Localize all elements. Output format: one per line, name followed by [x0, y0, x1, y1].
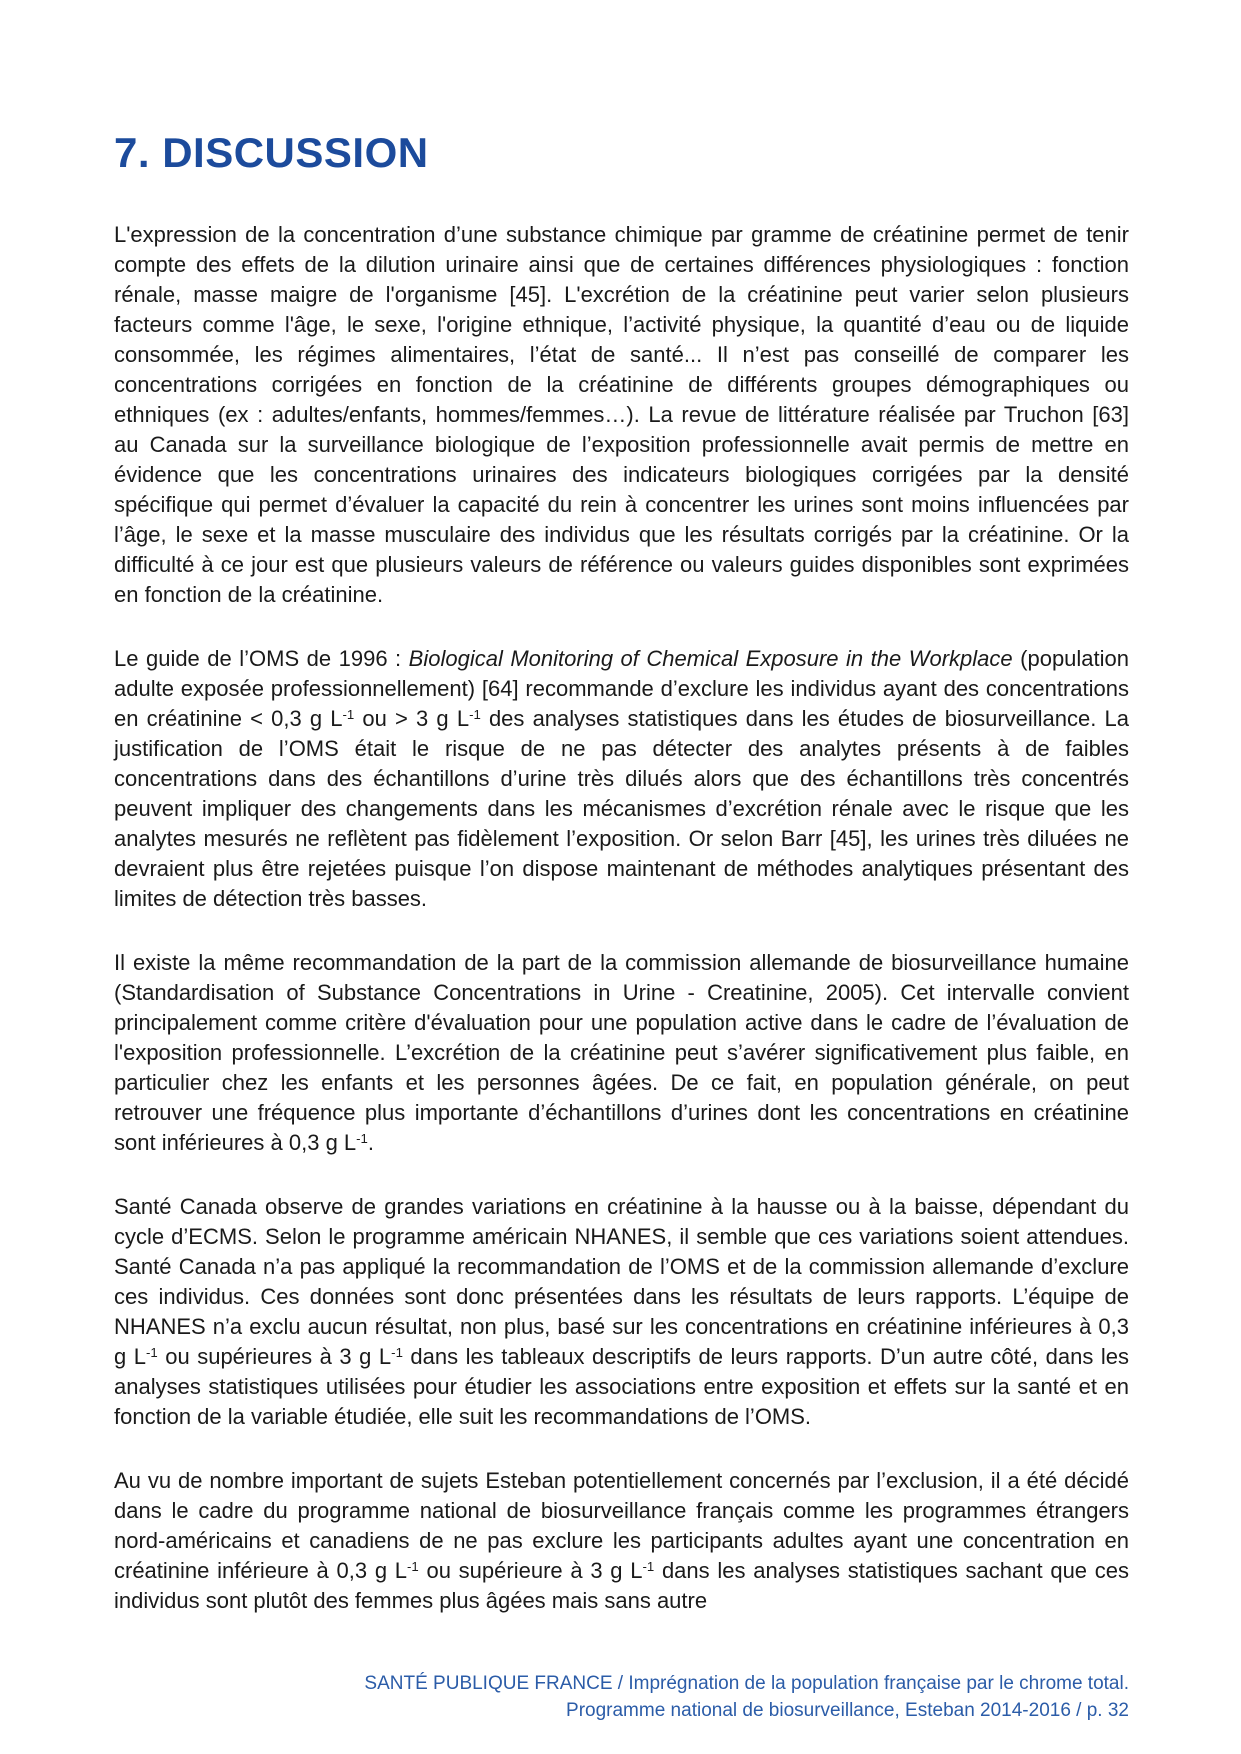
- paragraph-creatinine-expression: L'expression de la concentration d’une substance chimique par gramme de créatinine permet de tenir compte des effets de la dilution urinaire ainsi que de certaines différences physiologiques : fonction rénale, masse maigre de l'organisme [45]. L'excrétion de la créatinine peut varier selon plusieurs facteurs comme l'âge, le sexe, l'origine ethnique, l’activité physique, la quantité d’eau ou de liquide consommée, les régimes alimentaires, l’état de santé... Il n’est pas conseillé de comparer les concentrations corrigées en fonction de la créatinine de différents groupes démographiques ou ethniques (ex : adultes/enfants, hommes/femmes…). La revue de littérature réalisée par Truchon [63] au Canada sur la surveillance biologique de l’exposition professionnelle avait permis de mettre en évidence que les concentrations urinaires des indicateurs biologiques corrigées par la densité spécifique qui permet d’évaluer la capacité du rein à concentrer les urines sont moins influencées par l’âge, le sexe et la masse musculaire des individus que les résultats corrigés par la créatinine. Or la difficulté à ce jour est que plusieurs valeurs de référence ou valeurs guides disponibles sont exprimées en fonction de la créatinine.: [114, 222, 1129, 608]
- footer-program-page-number: Programme national de biosurveillance, Esteban 2014-2016 / p. 32: [566, 1700, 1129, 1721]
- paragraph-oms-guide: Le guide de l’OMS de 1996 : Biological Monitoring of Chemical Exposure in the Workplace (population adulte exposée professionnellement) [64] recommande d’exclure les individus ayant des concentrations en créatinine < 0,3 g $L^{-1}$ ou > 3 g $L^{-1}$ des analyses statistiques dans les études de biosurveillance. La justification de l’OMS était le risque de ne pas détecter des analytes présents à de faibles concentrations dans des échantillons d’urine très dilués alors que des échantillons très concentrés peuvent impliquer des changements dans les mécanismes d’excrétion rénale avec le risque que les analytes mesurés ne reflètent pas fidèlement l’exposition. Or selon Barr [45], les urines très diluées ne devraient plus être rejetées puisque l’on dispose maintenant de méthodes analytiques présentant des limites de détection très basses.: [114, 646, 1130, 912]
- paragraph-esteban-decision: Au vu de nombre important de sujets Esteban potentiellement concernés par l’exclusion, il a été décidé dans le cadre du programme national de biosurveillance français comme les programmes étrangers nord-américains et canadiens de ne pas exclure les participants adultes ayant une concentration en créatinine inférieure à 0,3 g $L^{-1}$ ou supérieure à 3 g $L^{-1}$ dans les analyses statistiques sachant que ces individus sont plutôt des femmes plus âgées mais sans autre: [114, 1468, 1129, 1614]
- footer-report-title: SANTÉ PUBLIQUE FRANCE / Imprégnation de la population française par le chrome total.: [364, 1673, 1129, 1694]
- section-title: 7. DISCUSSION: [114, 129, 429, 176]
- page-footer: [364, 1670, 1129, 1724]
- paragraph-sante-canada: Santé Canada observe de grandes variations en créatinine à la hausse ou à la baisse, dépendant du cycle d’ECMS. Selon le programme américain NHANES, il semble que ces variations soient attendues. Santé Canada n’a pas appliqué la recommandation de l’OMS et de la commission allemande d’exclure ces individus. Ces données sont donc présentées dans les résultats de leurs rapports. L’équipe de NHANES n’a exclu aucun résultat, non plus, basé sur les concentrations en créatinine inférieures à 0,3 g $L^{-1}$ ou supérieures à 3 g $L^{-1}$ dans les tableaux descriptifs de leurs rapports. D’un autre côté, dans les analyses statistiques utilisées pour étudier les associations entre exposition et effets sur la santé et en fonction de la variable étudiée, elle suit les recommandations de l’OMS.: [114, 1194, 1129, 1430]
- paragraph-german-commission: Il existe la même recommandation de la part de la commission allemande de biosurveillance humaine (Standardisation of Substance Concentrations in Urine - Creatinine, 2005). Cet intervalle convient principalement comme critère d'évaluation pour une population active dans le cadre de l’évaluation de l'exposition professionnelle. L’excrétion de la créatinine peut s’avérer significativement plus faible, en particulier chez les enfants et les personnes âgées. De ce fait, en population générale, on peut retrouver une fréquence plus importante d’échantillons d’urines dont les concentrations en créatinine sont inférieures à 0,3 g $L^{-1}$.: [114, 950, 1129, 1156]
- document-body: [114, 220, 1129, 1616]
